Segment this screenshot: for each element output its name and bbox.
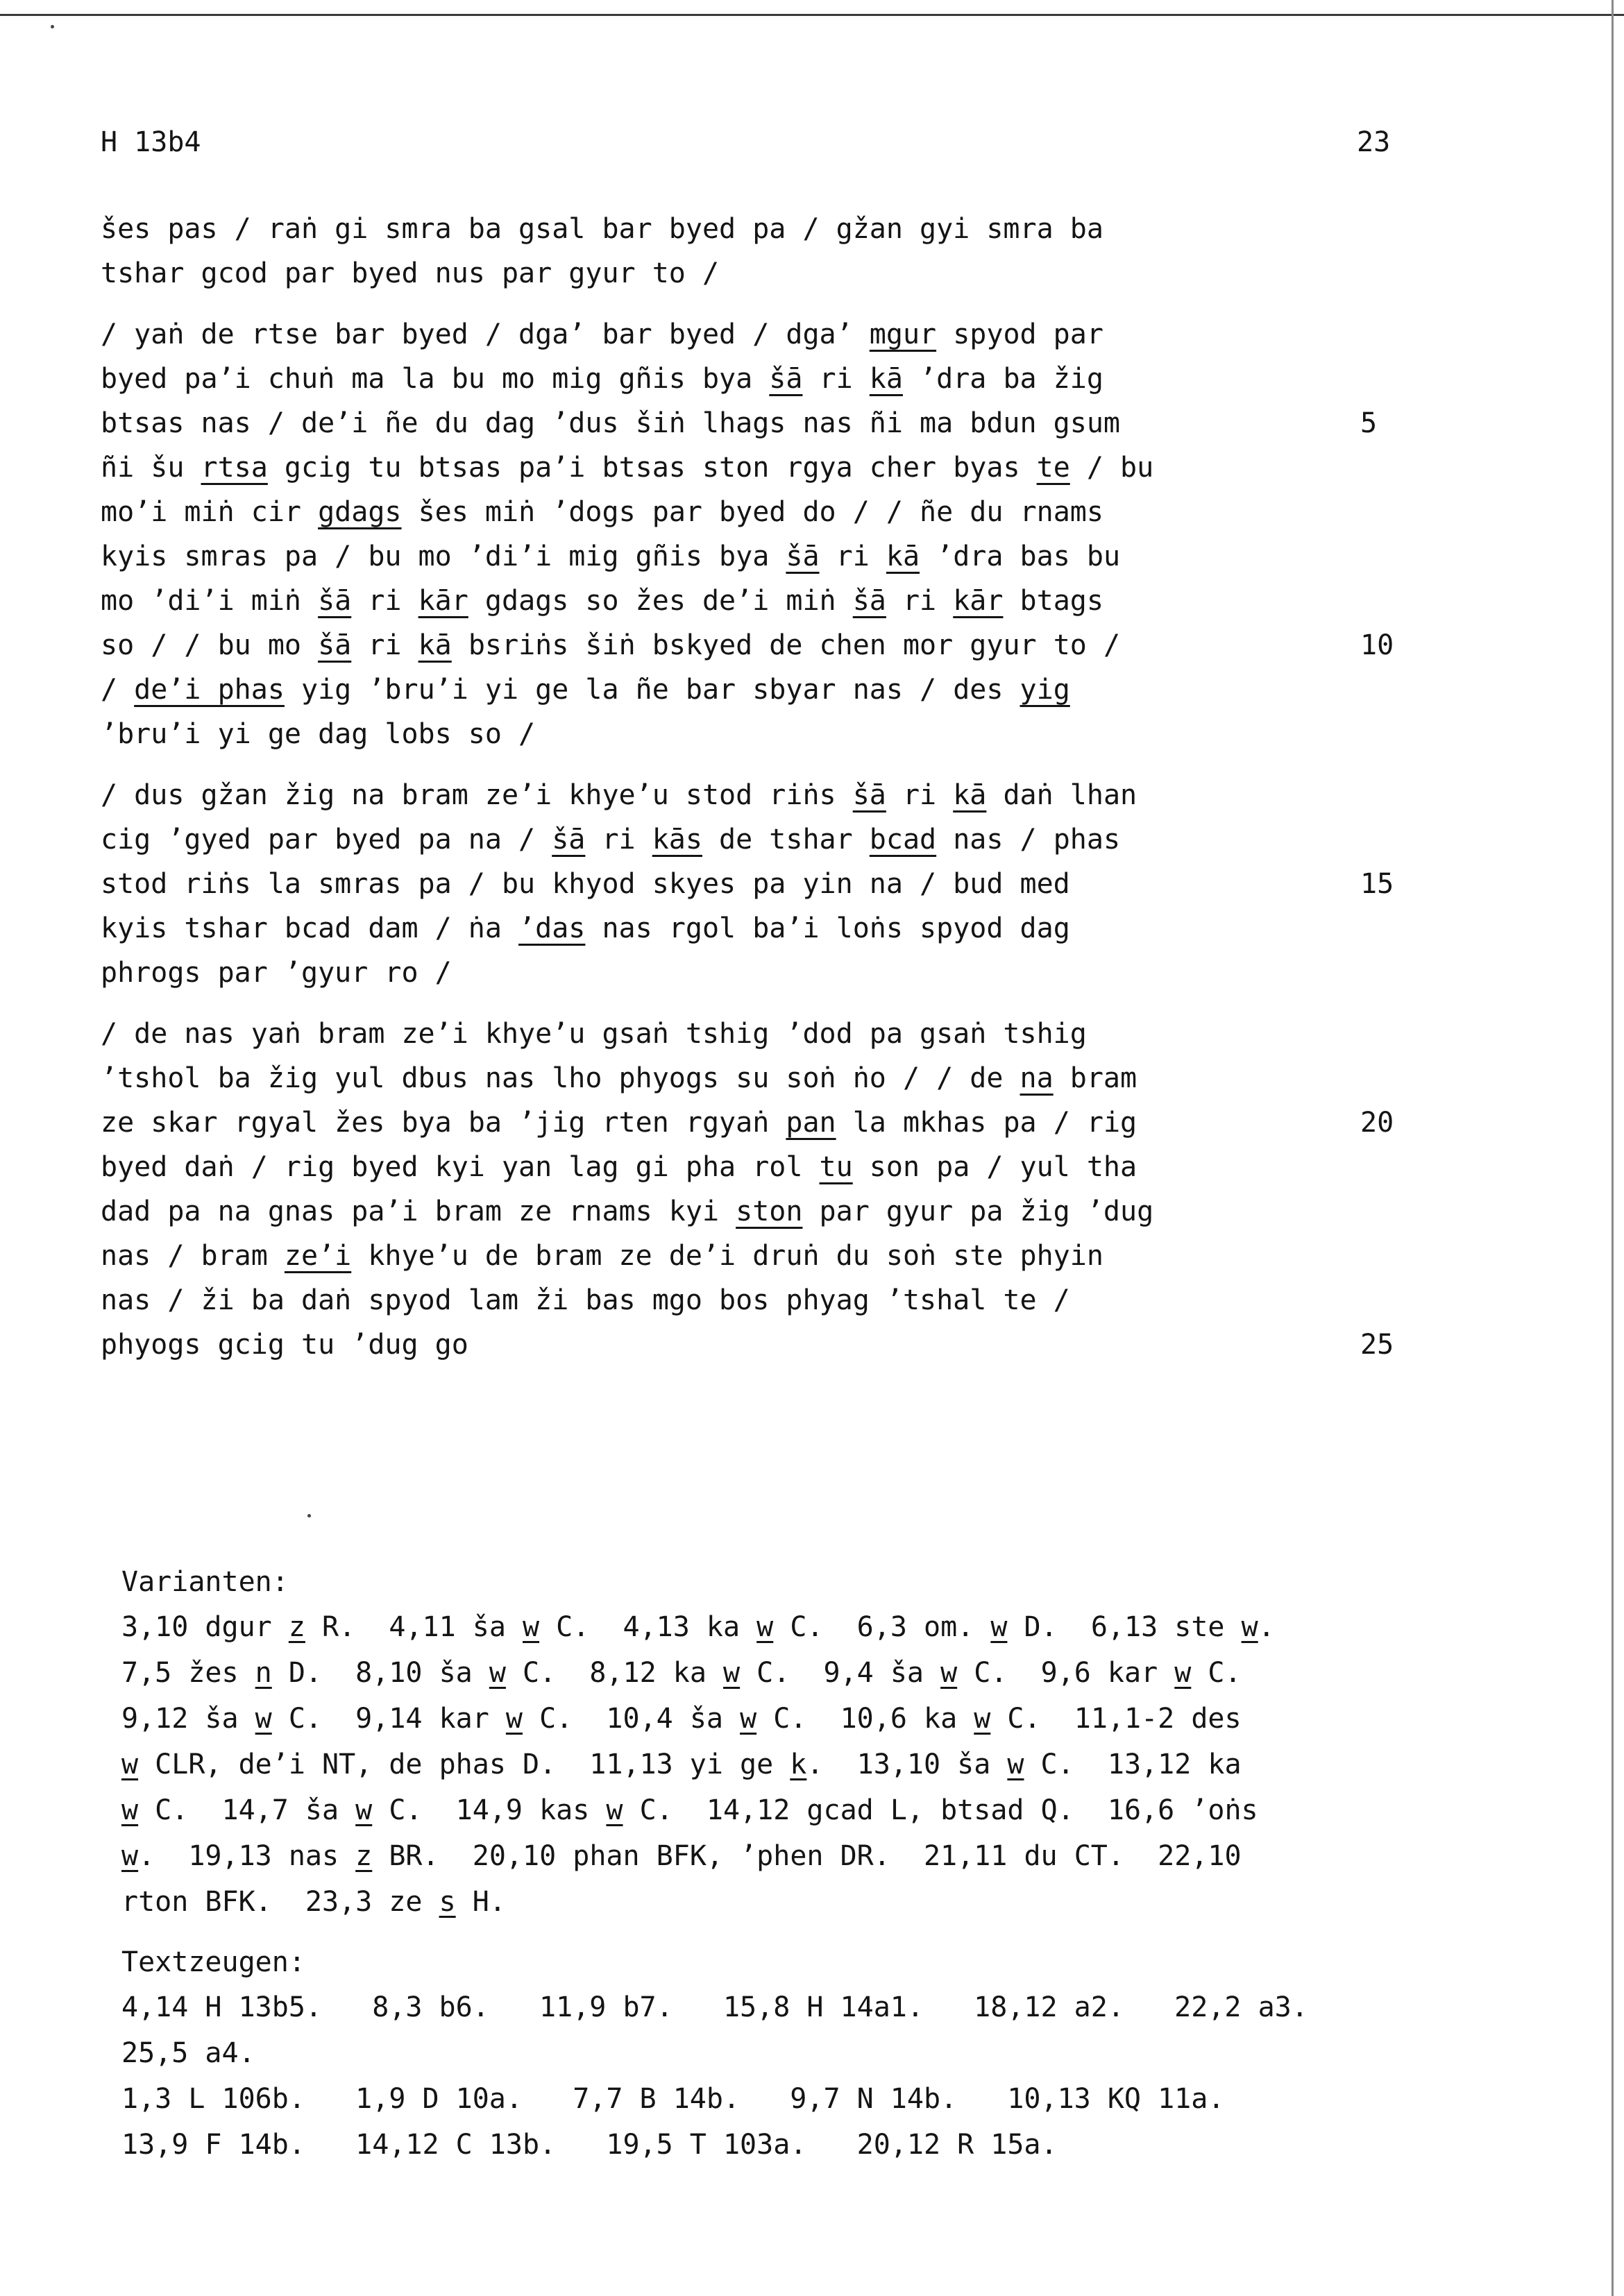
text-segment: C. 6,3 om. bbox=[773, 1611, 991, 1643]
underlined-word: te bbox=[1036, 452, 1070, 484]
text-segment: dad pa na gnas pa’i bram ze rnams kyi bbox=[101, 1196, 736, 1227]
text-segment: C. 11,1-2 des bbox=[990, 1703, 1242, 1735]
underlined-word: kā bbox=[953, 779, 987, 811]
underlined-word: w bbox=[1241, 1611, 1258, 1643]
variant-line bbox=[121, 1659, 1242, 1687]
text-segment: ri bbox=[351, 585, 418, 617]
underlined-word: kā bbox=[418, 629, 452, 661]
underlined-word: rtsa bbox=[201, 452, 268, 484]
text-line bbox=[101, 1020, 1087, 1048]
text-segment: bsriṅs šiṅ bskyed de chen mor gyur to / bbox=[451, 629, 1121, 661]
text-segment: / bu bbox=[1069, 452, 1154, 484]
text-segment: C. 14,9 kas bbox=[372, 1794, 607, 1826]
text-segment: 7,5 žes bbox=[121, 1657, 255, 1689]
text-segment: C. 14,12 gcad L, btsad Q. 16,6 ’oṅs bbox=[623, 1794, 1258, 1826]
text-line bbox=[101, 1198, 1153, 1225]
text-segment: la mkhas pa / rig bbox=[836, 1107, 1137, 1139]
text-segment: / bbox=[101, 674, 135, 706]
text-segment: de tshar bbox=[702, 824, 870, 856]
underlined-word: w bbox=[740, 1703, 757, 1735]
text-segment: C. 9,4 ša bbox=[740, 1657, 941, 1689]
text-segment: khye’u de bram ze de’i druṅ du soṅ ste phyin bbox=[351, 1240, 1103, 1272]
text-segment: mo’i miṅ cir bbox=[101, 496, 319, 528]
text-line bbox=[101, 631, 1120, 659]
underlined-word: ston bbox=[736, 1196, 803, 1227]
witness-line: 4,14 H 13b5. 8,3 b6. 11,9 b7. 15,8 H 14a1. 18,12 a2. 22,2 a3. bbox=[121, 1991, 1308, 2023]
text-segment: par gyur pa žig ’dug bbox=[802, 1196, 1154, 1227]
text-segment: 9,12 ša bbox=[121, 1703, 255, 1735]
text-line bbox=[101, 257, 720, 289]
underlined-word: kār bbox=[953, 585, 1004, 617]
text-segment: byed daṅ / rig byed kyi yan lag gi pha rol bbox=[101, 1151, 820, 1183]
text-line bbox=[101, 1286, 1070, 1314]
text-line bbox=[101, 587, 1103, 615]
text-segment: spyod par bbox=[936, 318, 1103, 350]
text-segment: gcig tu btsas pa’i btsas ston rgya cher byas bbox=[267, 452, 1037, 484]
text-line bbox=[101, 781, 1137, 809]
page-number: 23 bbox=[1357, 126, 1391, 158]
text-line bbox=[101, 1109, 1137, 1137]
text-segment: R. 4,11 ša bbox=[305, 1611, 523, 1643]
text-line bbox=[101, 498, 1103, 526]
text-line bbox=[101, 318, 1103, 350]
text-segment: H. bbox=[455, 1886, 506, 1918]
variant-line bbox=[121, 1888, 506, 1916]
scan-top-edge bbox=[0, 14, 1624, 16]
underlined-word: kās bbox=[652, 824, 702, 856]
line-number: 20 bbox=[1360, 1107, 1394, 1139]
underlined-word: mgur bbox=[869, 318, 937, 350]
underlined-word: z bbox=[288, 1611, 305, 1643]
underlined-word: w bbox=[489, 1657, 506, 1689]
text-line bbox=[101, 1153, 1137, 1181]
underlined-word: kār bbox=[418, 585, 468, 617]
text-segment: . bbox=[1258, 1611, 1275, 1643]
text-segment: / dus gžan žig na bram ze’i khye’u stod riṅs bbox=[101, 779, 853, 811]
underlined-word: šā bbox=[852, 779, 886, 811]
text-segment: BR. 20,10 phan BFK, ’phen DR. 21,11 du CT. 22,10 bbox=[372, 1840, 1242, 1872]
underlined-word: šā bbox=[852, 585, 886, 617]
text-segment: ri bbox=[351, 629, 418, 661]
text-segment: ’tshol ba žig yul dbus nas lho phyogs su soṅ ṅo / / de bbox=[101, 1062, 1020, 1094]
underlined-word: w bbox=[121, 1840, 139, 1872]
underlined-word: w bbox=[523, 1611, 540, 1643]
text-segment: C. 9,6 kar bbox=[957, 1657, 1175, 1689]
underlined-word: w bbox=[1007, 1749, 1024, 1780]
text-line bbox=[101, 870, 1070, 898]
text-segment: D. 6,13 ste bbox=[1007, 1611, 1242, 1643]
text-line bbox=[101, 824, 1121, 856]
text-segment: C. bbox=[1191, 1657, 1242, 1689]
text-line bbox=[101, 676, 1070, 704]
underlined-word: kā bbox=[869, 363, 903, 395]
variant-line bbox=[121, 1705, 1242, 1733]
text-segment: C. 9,14 kar bbox=[271, 1703, 506, 1735]
underlined-word: w bbox=[723, 1657, 741, 1689]
text-segment: ze skar rgyal žes bya ba ’jig rten rgyaṅ bbox=[101, 1107, 786, 1139]
text-segment: nas / bram bbox=[101, 1240, 285, 1272]
text-segment: D. 8,10 ša bbox=[271, 1657, 489, 1689]
text-segment: kyis tshar bcad dam / ṅa bbox=[101, 912, 519, 944]
line-number: 10 bbox=[1360, 629, 1394, 661]
underlined-word: gdags bbox=[318, 496, 402, 528]
text-segment: / yaṅ de rtse bar byed / dga’ bar byed / dga’ bbox=[101, 318, 870, 350]
underlined-word: ’das bbox=[518, 912, 586, 944]
text-segment: nas / phas bbox=[936, 824, 1121, 856]
text-segment: daṅ lhan bbox=[986, 779, 1137, 811]
text-segment: ri bbox=[886, 585, 954, 617]
witness-line: 13,9 F 14b. 14,12 C 13b. 19,5 T 103a. 20,12 R 15a. bbox=[121, 2129, 1058, 2161]
variant-line bbox=[121, 1796, 1258, 1824]
underlined-word: w bbox=[505, 1703, 523, 1735]
underlined-word: w bbox=[940, 1657, 958, 1689]
text-segment: stod riṅs la smras pa / bu khyod skyes pa yin na / bud med bbox=[101, 868, 1070, 900]
text-line bbox=[101, 365, 1103, 393]
text-line bbox=[101, 543, 1120, 570]
text-line bbox=[101, 1064, 1137, 1092]
underlined-word: ze’i bbox=[284, 1240, 352, 1272]
line-number: 15 bbox=[1360, 868, 1394, 900]
underlined-word: šā bbox=[318, 585, 352, 617]
text-segment: son pa / yul tha bbox=[852, 1151, 1137, 1183]
text-segment: ’dra bas bu bbox=[920, 541, 1121, 572]
underlined-word: šā bbox=[769, 363, 803, 395]
text-segment: ri bbox=[585, 824, 652, 856]
underlined-word: pan bbox=[786, 1107, 836, 1139]
text-segment: gdags so žes de’i miṅ bbox=[468, 585, 853, 617]
text-segment: byed pa’i chuṅ ma la bu mo mig gñis bya bbox=[101, 363, 770, 395]
text-segment: tshar gcod par byed nus par gyur to / bbox=[101, 257, 720, 289]
underlined-word: w bbox=[756, 1611, 774, 1643]
text-segment: CLR, de’i NT, de phas D. 11,13 yi ge bbox=[138, 1749, 790, 1780]
underlined-word: w bbox=[121, 1749, 139, 1780]
variant-line bbox=[121, 1613, 1275, 1641]
underlined-word: w bbox=[990, 1611, 1008, 1643]
text-segment: kyis smras pa / bu mo ’di’i mig gñis bya bbox=[101, 541, 786, 572]
textzeugen-heading: Textzeugen: bbox=[121, 1946, 305, 1978]
text-segment: yig ’bru’i yi ge la ñe bar sbyar nas / des bbox=[284, 674, 1020, 706]
text-line bbox=[101, 1331, 468, 1359]
variant-line bbox=[121, 1751, 1242, 1778]
text-line bbox=[101, 720, 535, 748]
text-segment: so / / bu mo bbox=[101, 629, 319, 661]
line-number: 25 bbox=[1360, 1329, 1394, 1361]
varianten-heading: Varianten: bbox=[121, 1566, 289, 1598]
text-segment: šes pas / raṅ gi smra ba gsal bar byed pa / gžan gyi smra ba bbox=[101, 213, 1103, 245]
variant-line bbox=[121, 1842, 1242, 1870]
underlined-word: yig bbox=[1020, 674, 1070, 706]
underlined-word: bcad bbox=[869, 824, 937, 856]
text-line bbox=[101, 409, 1120, 437]
text-segment: cig ’gyed par byed pa na / bbox=[101, 824, 552, 856]
text-segment: phyogs gcig tu ’dug go bbox=[101, 1329, 468, 1361]
text-segment: ri bbox=[802, 363, 870, 395]
text-segment: . 13,10 ša bbox=[806, 1749, 1008, 1780]
line-number: 5 bbox=[1360, 407, 1378, 439]
underlined-word: k bbox=[790, 1749, 807, 1780]
text-line bbox=[101, 912, 1070, 944]
underlined-word: z bbox=[355, 1840, 373, 1872]
underlined-word: šā bbox=[318, 629, 352, 661]
text-segment: C. 8,12 ka bbox=[505, 1657, 723, 1689]
text-segment: C. 13,12 ka bbox=[1024, 1749, 1242, 1780]
page-signature: H 13b4 bbox=[101, 126, 201, 158]
witness-line: 1,3 L 106b. 1,9 D 10a. 7,7 B 14b. 9,7 N 14b. 10,13 KQ 11a. bbox=[121, 2083, 1225, 2115]
text-segment: bram bbox=[1053, 1062, 1137, 1094]
text-segment: ’dra ba žig bbox=[902, 363, 1103, 395]
underlined-word: n bbox=[255, 1657, 272, 1689]
text-segment: phrogs par ’gyur ro / bbox=[101, 957, 452, 989]
underlined-word: tu bbox=[819, 1151, 853, 1183]
underlined-word: w bbox=[255, 1703, 272, 1735]
text-segment: btsas nas / de’i ñe du dag ’dus šiṅ lhags nas ñi ma bdun gsum bbox=[101, 407, 1121, 439]
underlined-word: šā bbox=[786, 541, 820, 572]
scan-right-edge bbox=[1612, 0, 1614, 2296]
text-segment: nas / ži ba daṅ spyod lam ži bas mgo bos phyag ’tshal te / bbox=[101, 1284, 1070, 1316]
text-segment: nas rgol ba’i loṅs spyod dag bbox=[585, 912, 1070, 944]
scan-speck bbox=[307, 1514, 311, 1517]
text-segment: btags bbox=[1003, 585, 1103, 617]
text-segment: C. 14,7 ša bbox=[138, 1794, 356, 1826]
text-segment: rton BFK. 23,3 ze bbox=[121, 1886, 439, 1918]
text-segment: ñi šu bbox=[101, 452, 201, 484]
text-segment: C. 10,6 ka bbox=[756, 1703, 974, 1735]
text-segment: C. 4,13 ka bbox=[539, 1611, 757, 1643]
underlined-word: na bbox=[1020, 1062, 1054, 1094]
underlined-word: šā bbox=[552, 824, 586, 856]
text-segment: / de nas yaṅ bram ze’i khye’u gsaṅ tshig ’dod pa gsaṅ tshig bbox=[101, 1018, 1087, 1050]
text-segment: ri bbox=[886, 779, 954, 811]
text-line bbox=[101, 454, 1153, 482]
underlined-word: w bbox=[606, 1794, 623, 1826]
text-line bbox=[101, 215, 1103, 243]
text-segment: . 19,13 nas bbox=[138, 1840, 356, 1872]
text-line bbox=[101, 1242, 1103, 1270]
text-segment: šes miṅ ’dogs par byed do / / ñe du rnams bbox=[401, 496, 1103, 528]
underlined-word: de’i phas bbox=[134, 674, 285, 706]
text-line bbox=[101, 959, 452, 987]
text-segment: ’bru’i yi ge dag lobs so / bbox=[101, 718, 536, 750]
text-segment: C. 10,4 ša bbox=[523, 1703, 741, 1735]
underlined-word: s bbox=[439, 1886, 456, 1918]
underlined-word: w bbox=[355, 1794, 373, 1826]
witness-line: 25,5 a4. bbox=[121, 2037, 255, 2069]
text-segment: 3,10 dgur bbox=[121, 1611, 289, 1643]
underlined-word: w bbox=[1174, 1657, 1192, 1689]
scan-speck bbox=[51, 25, 54, 28]
underlined-word: w bbox=[121, 1794, 139, 1826]
underlined-word: kā bbox=[886, 541, 920, 572]
text-segment: ri bbox=[819, 541, 886, 572]
text-segment: mo ’di’i miṅ bbox=[101, 585, 319, 617]
underlined-word: w bbox=[974, 1703, 991, 1735]
